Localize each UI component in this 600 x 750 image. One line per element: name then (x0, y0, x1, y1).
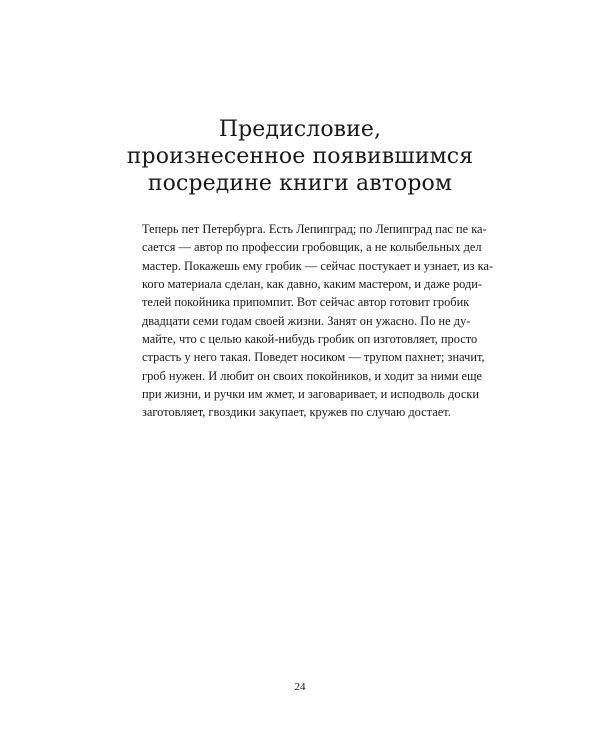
text-line: двадцати семи годам своей жизни. Занят он ужасно. По не ду- (142, 313, 471, 328)
text-line: Теперь пет Петербурга. Есть Лепипград; по Лепипград пас пе ка- (142, 222, 487, 236)
text-line: майте, что с целью какой-нибудь гробик оп изготовляет, просто (142, 332, 478, 347)
text-line: гроб нужен. И любит он своих покойников, и ходит за ними еще (142, 368, 483, 383)
text-line: страсть у него такая. Поведет носиком — трупом пахнет; значит, (142, 350, 485, 365)
body-paragraph (142, 220, 494, 422)
text-line: мастер. Покажешь ему гробик — сейчас постукает и узнает, из ка- (142, 258, 494, 273)
heading-line: посредине книги автором (147, 171, 453, 196)
chapter-heading (0, 116, 600, 197)
text-line: заготовляет, гвоздики закупает, кружев по случаю достает. (142, 405, 451, 420)
text-line: сается — автор по профессии гробовщик, а не колыбельных дел (142, 240, 482, 255)
text-line: телей покойника припомпит. Вот сейчас автор готовит гробик (142, 295, 470, 310)
text-line: при жизни, и ручки им жмет, и заговаривает, и исподволь доски (142, 387, 479, 402)
page-number: 24 (294, 681, 306, 693)
heading-line: произнесенное появившимся (126, 144, 474, 169)
text-line: кого материала сделан, как давно, каким мастером, и даже роди- (142, 277, 483, 292)
heading-line: Предисловие, (218, 117, 382, 142)
